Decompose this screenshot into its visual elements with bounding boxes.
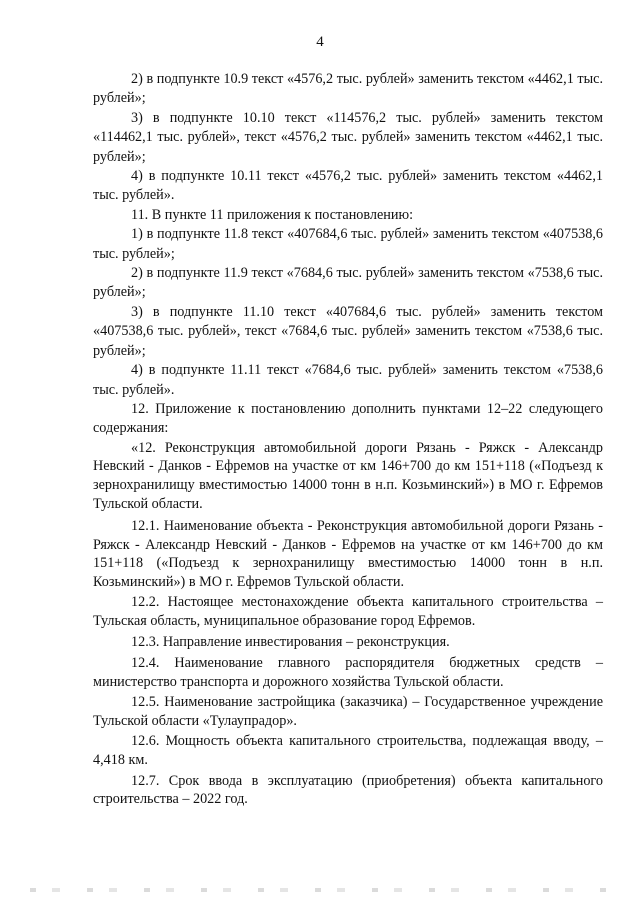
- document-body: [93, 70, 603, 809]
- paragraph-11-11: 4) в подпункте 11.11 текст «7684,6 тыс. рублей» заменить текстом «7538,6 тыс. рублей».: [93, 362, 603, 398]
- paragraph-12: «12. Реконструкция автомобильной дороги Рязань - Ряжск - Александр Невский - Данков - Ефремов на участке от км 146+700 до км 151+118 («Подъезд к зернохранилищу вместимостью 14000 тонн в н.п. Козьминский») в МО г. Ефремов Тульской области.: [93, 439, 603, 512]
- paragraph-12-1: 12.1. Наименование объекта - Реконструкция автомобильной дороги Рязань - Ряжск - Александр Невский - Данков - Ефремов на участке от км 146+700 до км 151+118 («Подъезд к зернохранилищу вместимостью 14000 тонн в н.п. Козьминский») в МО г. Ефремов Тульской области.: [93, 518, 603, 590]
- paragraph-10-11: 4) в подпункте 10.11 текст «4576,2 тыс. рублей» заменить текстом «4462,1 тыс. рублей».: [93, 168, 603, 204]
- paragraph-12-7: 12.7. Срок ввода в эксплуатацию (приобретения) объекта капитального строительства – 2022 год.: [93, 772, 603, 808]
- page-number: 4: [316, 34, 324, 50]
- paragraph-12-4: 12.4. Наименование главного распорядителя бюджетных средств – министерство транспорта и дорожного хозяйства Тульской области.: [93, 655, 603, 690]
- paragraph-11-9: 2) в подпункте 11.9 текст «7684,6 тыс. рублей» заменить текстом «7538,6 тыс. рублей»;: [93, 265, 603, 301]
- paragraph-item-12: 12. Приложение к постановлению дополнить пунктами 12–22 следующего содержания:: [93, 400, 603, 437]
- paragraph-11-8: 1) в подпункте 11.8 текст «407684,6 тыс. рублей» заменить текстом «407538,6 тыс. рублей»;: [93, 226, 603, 262]
- scan-edge-noise: [30, 888, 620, 892]
- paragraph-12-5: 12.5. Наименование застройщика (заказчика) – Государственное учреждение Тульской области «Тулаупрадор».: [93, 694, 603, 729]
- paragraph-10-10: 3) в подпункте 10.10 текст «114576,2 тыс. рублей» заменить текстом «114462,1 тыс. рублей», текст «4576,2 тыс. рублей» заменить текстом «4462,1 тыс. рублей»;: [93, 109, 603, 165]
- paragraph-12-2: 12.2. Настоящее местонахождение объекта капитального строительства – Тульская область, муниципальное образование город Ефремов.: [93, 594, 603, 630]
- paragraph-10-9: 2) в подпункте 10.9 текст «4576,2 тыс. рублей» заменить текстом «4462,1 тыс. рублей»;: [93, 71, 603, 107]
- paragraph-11-10: 3) в подпункте 11.10 текст «407684,6 тыс. рублей» заменить текстом «407538,6 тыс. рублей», текст «7684,6 тыс. рублей» заменить текстом «7538,6 тыс. рублей»;: [93, 303, 603, 359]
- paragraph-item-11: 11. В пункте 11 приложения к постановлению:: [131, 206, 414, 223]
- paragraph-12-6: 12.6. Мощность объекта капитального строительства, подлежащая вводу, – 4,418 км.: [93, 733, 603, 769]
- paragraph-12-3: 12.3. Направление инвестирования – реконструкция.: [131, 633, 450, 650]
